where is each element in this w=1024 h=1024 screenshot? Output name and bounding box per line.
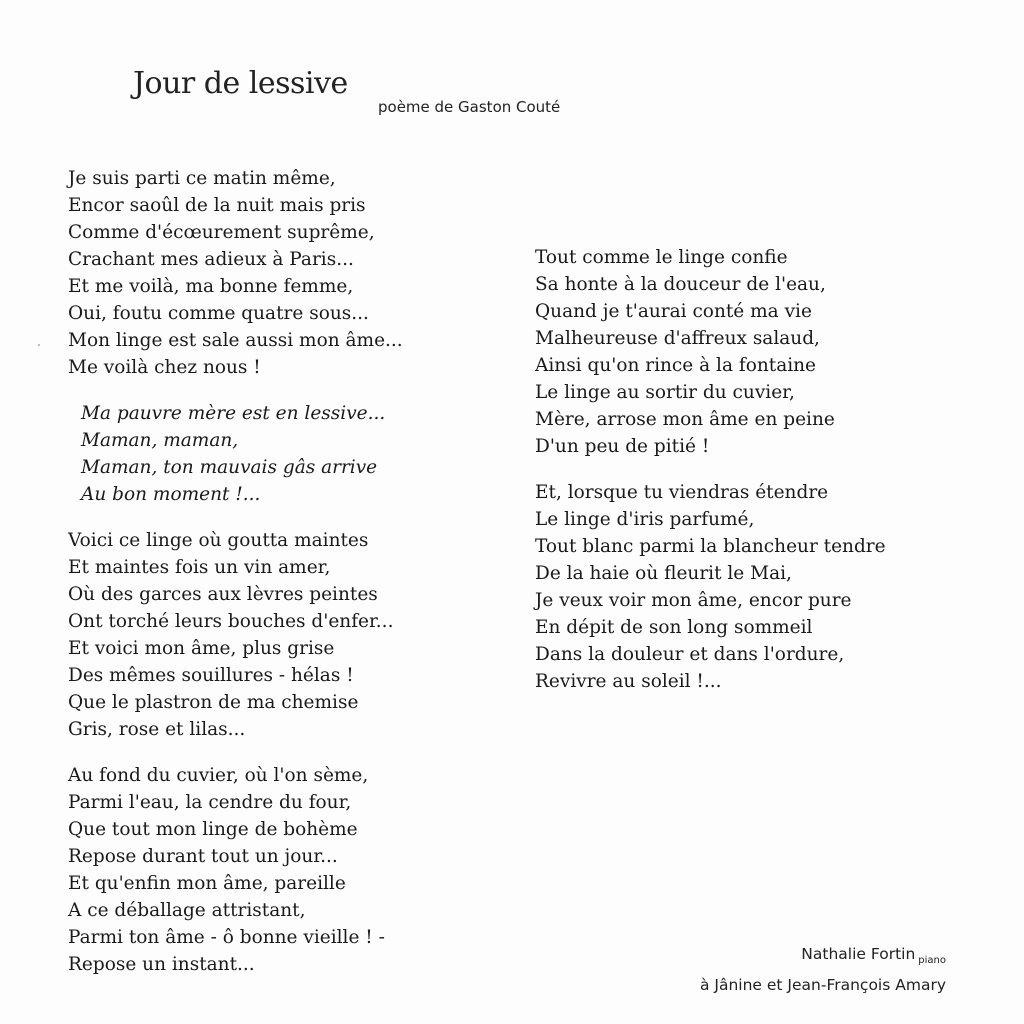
verse-line: Mère, arrose mon âme en peine	[535, 409, 835, 430]
verse-line: Je veux voir mon âme, encor pure	[535, 590, 852, 611]
refrain	[68, 400, 488, 508]
verse-line: Repose durant tout un jour...	[68, 846, 338, 867]
performer-name: Nathalie Fortin	[801, 945, 916, 963]
verse-line: Repose un instant...	[68, 954, 255, 975]
verse-line: Tout comme le linge confie	[535, 247, 788, 268]
verse-line: Ont torché leurs bouches d'enfer...	[68, 611, 394, 632]
verse-line: Que le plastron de ma chemise	[68, 692, 359, 713]
verse-line: Voici ce linge où goutta maintes	[68, 530, 369, 551]
verse-line: Revivre au soleil !...	[535, 671, 722, 692]
stanza-5	[535, 479, 955, 695]
performer-role: piano	[918, 955, 946, 966]
refrain-line: Maman, ton mauvais gâs arrive	[81, 457, 378, 478]
poem-title-text: Jour de lessive	[133, 66, 348, 101]
poem-title	[133, 66, 348, 101]
refrain-line: Ma pauvre mère est en lessive...	[81, 403, 386, 424]
credits	[700, 942, 946, 997]
verse-line: Parmi l'eau, la cendre du four,	[68, 792, 352, 813]
verse-line: Tout blanc parmi la blancheur tendre	[535, 536, 886, 557]
stanza-3	[68, 762, 488, 978]
stanza-4	[535, 244, 955, 460]
verse-line: A ce déballage attristant,	[68, 900, 306, 921]
verse-line: Dans la douleur et dans l'ordure,	[535, 644, 845, 665]
right-column	[535, 244, 955, 714]
verse-line: Oui, foutu comme quatre sous...	[68, 303, 369, 324]
refrain-line: Maman, maman,	[81, 430, 239, 451]
verse-line: Encor saoûl de la nuit mais pris	[68, 195, 366, 216]
verse-line: Je suis parti ce matin même,	[68, 168, 336, 189]
refrain-line: Au bon moment !...	[81, 484, 261, 505]
verse-line: De la haie où fleurit le Mai,	[535, 563, 792, 584]
verse-line: Quand je t'aurai conté ma vie	[535, 301, 812, 322]
verse-line: Et maintes fois un vin amer,	[68, 557, 331, 578]
verse-line: Que tout mon linge de bohème	[68, 819, 358, 840]
verse-line: Crachant mes adieux à Paris...	[68, 249, 354, 270]
verse-line: Sa honte à la douceur de l'eau,	[535, 274, 826, 295]
verse-line: Comme d'écœurement suprême,	[68, 222, 375, 243]
verse-line: Parmi ton âme - ô bonne vieille ! -	[68, 927, 385, 948]
verse-line: Au fond du cuvier, où l'on sème,	[68, 765, 369, 786]
verse-line: En dépit de son long sommeil	[535, 617, 813, 638]
scan-speck	[38, 344, 40, 346]
verse-line: Malheureuse d'affreux salaud,	[535, 328, 820, 349]
poem-author: poème de Gaston Couté	[378, 98, 561, 116]
verse-line: Et me voilà, ma bonne femme,	[68, 276, 354, 297]
verse-line: Et qu'enfin mon âme, pareille	[68, 873, 346, 894]
verse-line: Me voilà chez nous !	[68, 357, 261, 378]
verse-line: Gris, rose et lilas...	[68, 719, 246, 740]
verse-line: Et, lorsque tu viendras étendre	[535, 482, 829, 503]
verse-line: Et voici mon âme, plus grise	[68, 638, 335, 659]
verse-line: Ainsi qu'on rince à la fontaine	[535, 355, 817, 376]
stanza-2	[68, 527, 488, 743]
verse-line: Mon linge est sale aussi mon âme...	[68, 330, 403, 351]
verse-line: D'un peu de pitié !	[535, 436, 710, 457]
verse-line: Des mêmes souillures - hélas !	[68, 665, 354, 686]
left-column	[68, 165, 488, 997]
stanza-1	[68, 165, 488, 381]
verse-line: Où des garces aux lèvres peintes	[68, 584, 378, 605]
verse-line: Le linge au sortir du cuvier,	[535, 382, 795, 403]
dedication: à Jânine et Jean-François Amary	[699, 976, 946, 994]
verse-line: Le linge d'iris parfumé,	[535, 509, 755, 530]
performer-line	[700, 942, 946, 973]
